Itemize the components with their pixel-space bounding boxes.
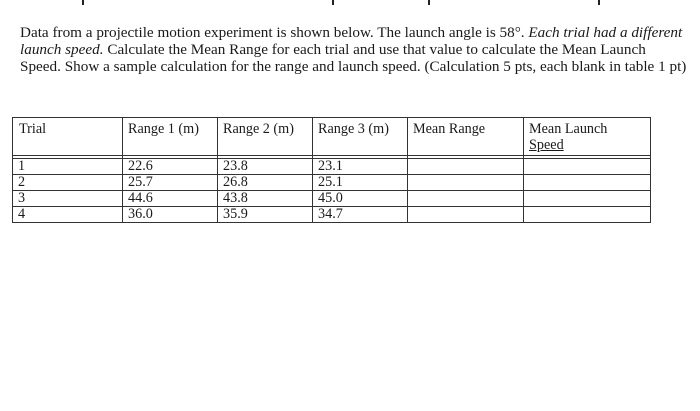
projectile-data-table: [12, 117, 651, 223]
cell-range-1: 25.7: [123, 175, 218, 191]
cell-mean-speed-blank[interactable]: [524, 191, 651, 207]
cell-range-1: 22.6: [123, 159, 218, 175]
header-mean-launch-speed-line2: Speed: [529, 137, 564, 153]
cell-range-3: 23.1: [313, 159, 408, 175]
header-range-2: Range 2 (m): [218, 118, 313, 156]
problem-statement: [20, 24, 688, 75]
cell-range-3: 25.1: [313, 175, 408, 191]
cell-range-1: 44.6: [123, 191, 218, 207]
cell-mean-range-blank[interactable]: [408, 159, 524, 175]
top-crop-marks: [0, 0, 700, 6]
cell-trial: 4: [13, 207, 123, 223]
table-row: [13, 191, 651, 207]
cell-trial: 2: [13, 175, 123, 191]
cell-mean-speed-blank[interactable]: [524, 207, 651, 223]
cell-range-3: 34.7: [313, 207, 408, 223]
header-range-1: Range 1 (m): [123, 118, 218, 156]
table-header-row: [13, 118, 651, 156]
cell-trial: 1: [13, 159, 123, 175]
header-mean-launch-speed-line1: Mean Launch: [529, 121, 608, 137]
table-row: [13, 159, 651, 175]
cell-range-1: 36.0: [123, 207, 218, 223]
cell-range-2: 26.8: [218, 175, 313, 191]
cell-range-3: 45.0: [313, 191, 408, 207]
problem-text-italic: Each trial had a different launch speed.: [20, 24, 683, 58]
cell-trial: 3: [13, 191, 123, 207]
problem-text-part3: Calculate the Mean Range for each trial and use that value to calculate the Mean Launch Speed. Show a sample calculation for the range and launch speed. (Calculation 5 pts, each blank in table 1 pt): [20, 41, 687, 75]
cell-range-2: 43.8: [218, 191, 313, 207]
cell-mean-range-blank[interactable]: [408, 191, 524, 207]
header-mean-range: Mean Range: [408, 118, 524, 156]
problem-text-part1: Data from a projectile motion experiment is shown below. The launch angle is 58°.: [20, 24, 529, 41]
table-row: [13, 175, 651, 191]
cell-mean-range-blank[interactable]: [408, 207, 524, 223]
table-row: [13, 207, 651, 223]
cell-mean-range-blank[interactable]: [408, 175, 524, 191]
header-range-3: Range 3 (m): [313, 118, 408, 156]
header-trial: Trial: [13, 118, 123, 156]
cell-range-2: 35.9: [218, 207, 313, 223]
header-mean-launch-speed: [524, 118, 651, 156]
cell-mean-speed-blank[interactable]: [524, 159, 651, 175]
cell-mean-speed-blank[interactable]: [524, 175, 651, 191]
cell-range-2: 23.8: [218, 159, 313, 175]
